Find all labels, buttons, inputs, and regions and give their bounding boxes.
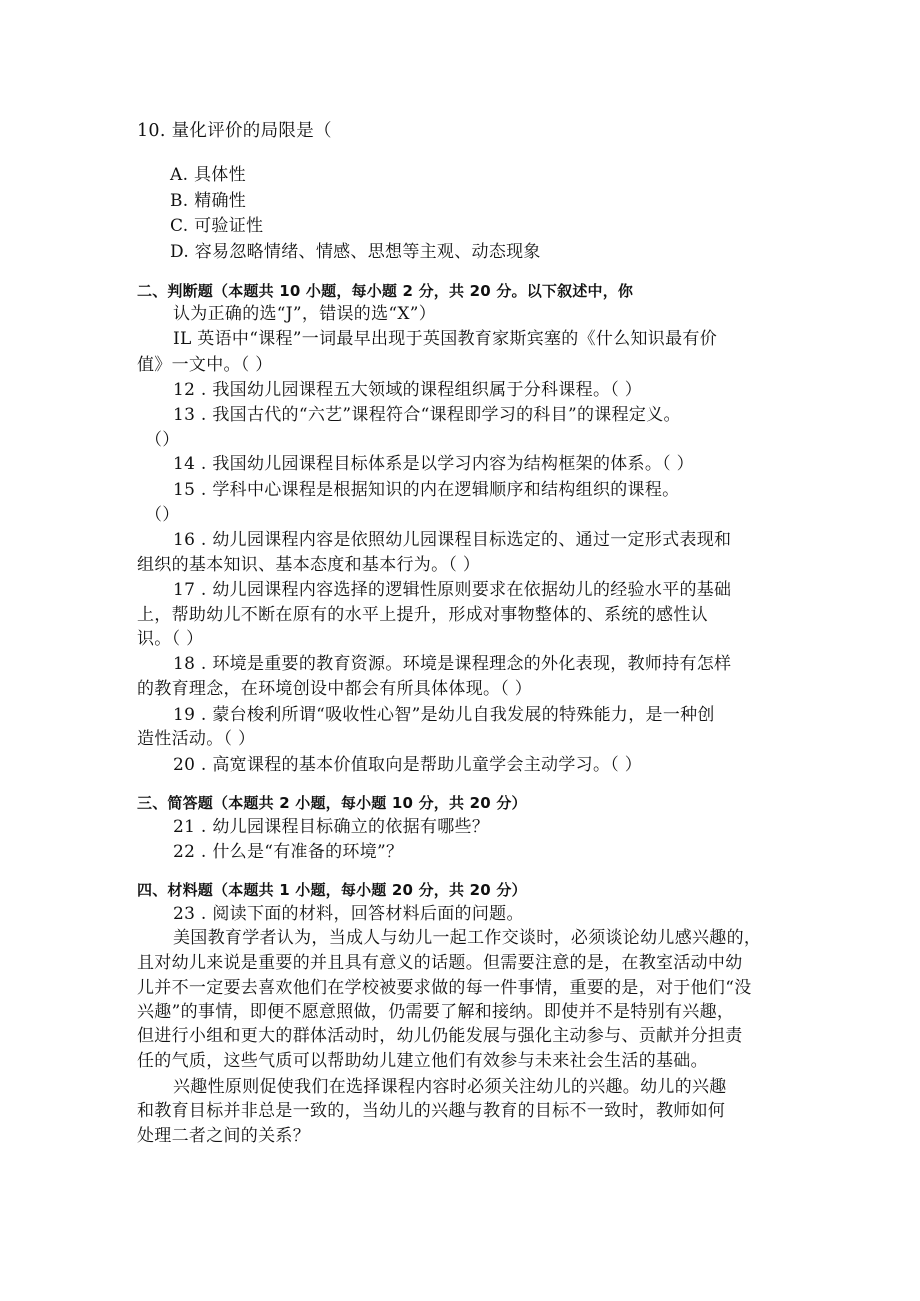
question-15: 15 . 学科中心课程是根据知识的内在逻辑顺序和结构组织的课程。 <box>173 480 680 500</box>
question-19-line-1: 19 . 蒙台梭利所谓“吸收性心智”是幼儿自我发展的特殊能力，是一种创 <box>173 705 715 725</box>
question-10-option-d: D. 容易忽略情绪、情感、思想等主观、动态现象 <box>170 242 541 262</box>
question-20: 20 . 高宽课程的基本价值取向是帮助儿童学会主动学习。（ ） <box>173 755 643 775</box>
section-4-heading: 四、材料题（本题共 1 小题，每小题 20 分，共 20 分） <box>137 881 527 899</box>
question-18-line-1: 18 . 环境是重要的教育资源。环境是课程理念的外化表现，教师持有怎样 <box>173 654 732 674</box>
material-line-3: 儿并不一定要去喜欢他们在学校被要求做的每一件事情，重要的是，对于他们“没 <box>137 978 752 998</box>
material-line-1: 美国教育学者认为，当成人与幼儿一起工作交谈时，必须谈论幼儿感兴趣的， <box>173 928 762 948</box>
question-18-line-2: 的教育理念，在环境创设中都会有所具体体现。（ ） <box>137 679 533 699</box>
question-15-answer: （） <box>145 505 180 525</box>
question-17-line-1: 17 . 幼儿园课程内容选择的逻辑性原则要求在依据幼儿的经验水平的基础 <box>173 580 732 600</box>
question-16-line-2: 组织的基本知识、基本态度和基本行为。（ ） <box>137 555 481 575</box>
question-10-stem: 10. 量化评价的局限是（ <box>137 121 332 141</box>
material-line-5: 但进行小组和更大的群体活动时，幼儿仍能发展与强化主动参与、贡献并分担责 <box>137 1026 743 1046</box>
question-16-line-1: 16 . 幼儿园课程内容是依照幼儿园课程目标选定的、通过一定形式表现和 <box>173 530 732 550</box>
material-line-4: 兴趣”的事情，即便不愿意照做，仍需要了解和接纳。即使并不是特别有兴趣， <box>137 1002 735 1022</box>
question-17-line-3: 识。（ ） <box>137 629 204 649</box>
section-3-heading: 三、简答题（本题共 2 小题，每小题 10 分，共 20 分） <box>137 794 527 812</box>
question-17-line-2: 上，帮助幼儿不断在原有的水平上提升，形成对事物整体的、系统的感性认 <box>137 605 708 625</box>
question-13: 13 . 我国古代的“六艺”课程符合“课程即学习的科目”的课程定义。 <box>173 405 681 425</box>
material-line-7: 兴趣性原则促使我们在选择课程内容时必须关注幼儿的兴趣。幼儿的兴趣 <box>173 1077 727 1097</box>
question-10-option-a: A. 具体性 <box>170 165 246 185</box>
question-10-option-b: B. 精确性 <box>170 191 247 211</box>
question-19-line-2: 造性活动。（ ） <box>137 729 256 749</box>
question-13-answer: （） <box>145 430 180 450</box>
question-22: 22 . 什么是“有准备的环境”？ <box>173 842 404 862</box>
material-line-8: 和教育目标并非总是一致的，当幼儿的兴趣与教育的目标不一致时，教师如何 <box>137 1101 726 1121</box>
material-line-2: 且对幼儿来说是重要的并且具有意义的话题。但需要注意的是，在教室活动中幼 <box>137 953 743 973</box>
question-11-line-1: IL 英语中“课程”一词最早出现于英国教育家斯宾塞的《什么知识最有价 <box>173 329 717 349</box>
question-10-option-c: C. 可验证性 <box>170 216 264 236</box>
question-12: 12 . 我国幼儿园课程五大领域的课程组织属于分科课程。（ ） <box>173 380 643 400</box>
question-11-line-2: 值》一文中。（ ） <box>137 355 273 375</box>
question-21: 21 . 幼儿园课程目标确立的依据有哪些？ <box>173 817 490 837</box>
question-14: 14 . 我国幼儿园课程目标体系是以学习内容为结构框架的体系。（ ） <box>173 454 694 474</box>
material-line-9: 处理二者之间的关系？ <box>137 1126 310 1146</box>
question-23: 23 . 阅读下面的材料，回答材料后面的问题。 <box>173 904 524 924</box>
section-2-heading: 二、判断题（本题共 10 小题，每小题 2 分，共 20 分。以下叙述中，你 <box>137 282 634 300</box>
section-2-instruction: 认为正确的选“J”，错误的选“X”） <box>173 304 437 324</box>
material-line-6: 任的气质，这些气质可以帮助幼儿建立他们有效参与未来社会生活的基础。 <box>137 1051 708 1071</box>
